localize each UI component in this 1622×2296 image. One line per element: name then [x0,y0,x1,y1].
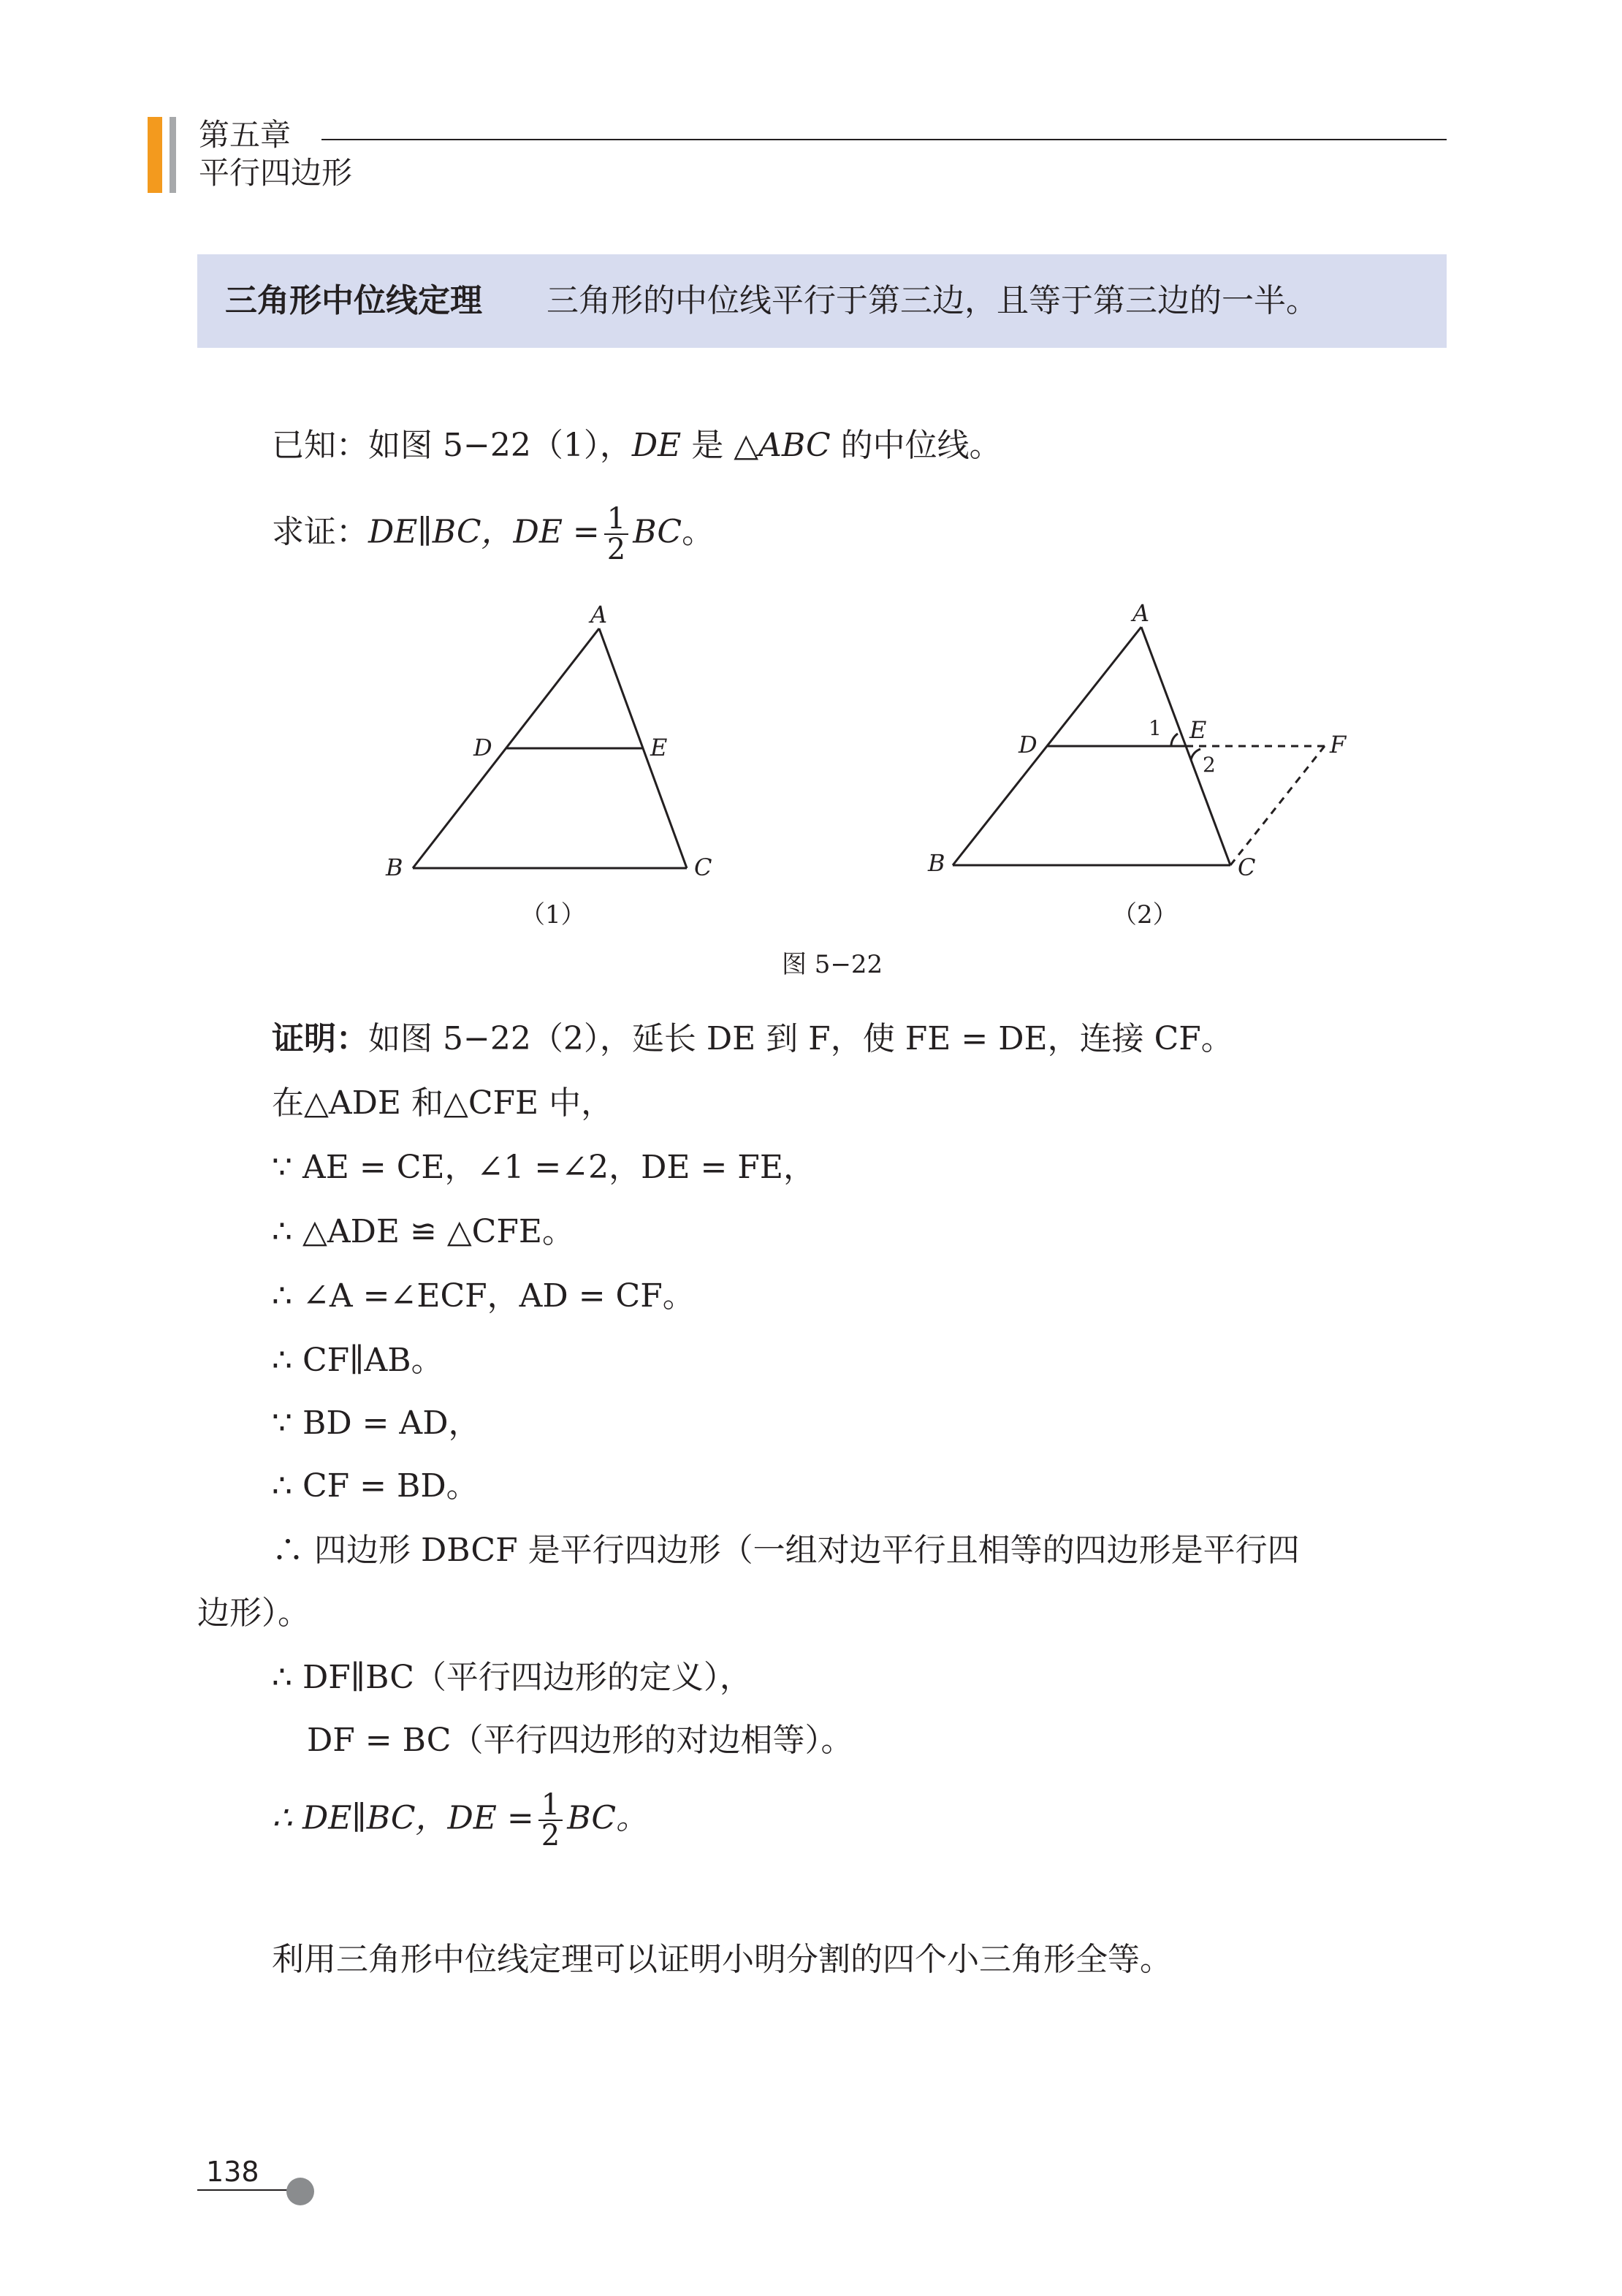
final-suffix: BC。 [567,1799,649,1837]
orange-accent-bar [148,117,162,193]
proof-line-10: 边形）。 [197,1594,310,1632]
angle-2-arc [1191,749,1200,760]
prove-end: 。 [682,513,715,551]
given-suffix: 的中位线。 [830,427,1002,464]
figure-caption: 图 5−22 [782,950,883,979]
given-line [272,425,1002,466]
gray-accent-bar [170,117,176,193]
closing-paragraph: 利用三角形中位线定理可以证明小明分割的四个小三角形全等。 [272,1941,1172,1978]
figure-5-22 [365,599,1388,892]
proof-line-1 [272,1019,1233,1060]
tri1-label-b: B [386,854,403,881]
prove-prefix: 求证： [272,513,368,551]
angle-2-label: 2 [1203,753,1216,777]
given-de: DE [631,427,682,464]
header-rule [321,139,1447,140]
tri1-label-a: A [590,601,608,628]
tri1-label-e: E [650,734,668,761]
angle-1-arc [1171,734,1178,746]
final-prefix: ∴ DE∥BC，DE = [272,1799,534,1837]
page-number-rule [197,2189,292,2191]
chapter-number: 第五章 [199,117,292,153]
page-number-dot [286,2178,314,2205]
segment-cf [1230,746,1325,865]
tri1-label-c: C [694,854,712,881]
given-abc: ABC [758,427,831,464]
figure-sublabel-2: （2） [1112,900,1178,930]
theorem-text: 三角形的中位线平行于第三边，且等于第三边的一半。 [547,282,1318,319]
prove-fraction [604,504,628,564]
proof-line-5: ∴ ∠A =∠ECF，AD = CF。 [272,1277,695,1315]
theorem-title: 三角形中位线定理 [225,282,482,319]
tri2-label-e: E [1189,716,1207,744]
figure-sublabel-1: （1） [520,900,586,930]
final-fraction [538,1790,563,1850]
proof-line-12: DF = BC（平行四边形的对边相等）。 [307,1722,853,1759]
proof-line-2: 在△ADE 和△CFE 中， [272,1084,614,1122]
tri2-label-c: C [1238,854,1256,881]
proof-final-line [272,1790,648,1850]
proof-line-4: ∴ △ADE ≌ △CFE。 [272,1213,574,1250]
final-fraction-den: 2 [541,1819,560,1852]
proof-line-11: ∴ DF∥BC（平行四边形的定义）， [272,1659,752,1696]
angle-1-label: 1 [1149,716,1162,740]
tri2-label-a: A [1132,599,1150,627]
chapter-title: 平行四边形 [199,155,353,191]
proof-text-1: 如图 5−22（2），延长 DE 到 F，使 FE = DE，连接 CF。 [368,1020,1233,1057]
page-number: 138 [206,2156,259,2188]
proof-line-7: ∵ BD = AD， [272,1404,481,1442]
given-mid: 是 △ [681,427,759,464]
proof-line-9: ∴ 四边形 DBCF 是平行四边形（一组对边平行且相等的四边形是平行四 [272,1532,1300,1569]
final-fraction-num: 1 [538,1790,563,1821]
tri2-label-d: D [1018,731,1037,759]
given-prefix: 已知：如图 5−22（1）， [272,427,632,464]
proof-label: 证明： [272,1020,368,1057]
proof-line-6: ∴ CF∥AB。 [272,1342,443,1379]
prove-part2: BC [633,513,682,551]
proof-line-8: ∴ CF = BD。 [272,1467,479,1505]
prove-line [272,504,714,564]
prove-fraction-den: 2 [606,533,626,566]
tri2-label-f: F [1330,731,1347,759]
tri2-label-b: B [928,849,945,877]
proof-line-3: ∵ AE = CE，∠1 =∠2，DE = FE， [272,1149,815,1186]
tri1-label-d: D [473,734,492,761]
prove-part1: DE∥BC，DE = [368,513,600,551]
prove-fraction-num: 1 [604,504,628,535]
